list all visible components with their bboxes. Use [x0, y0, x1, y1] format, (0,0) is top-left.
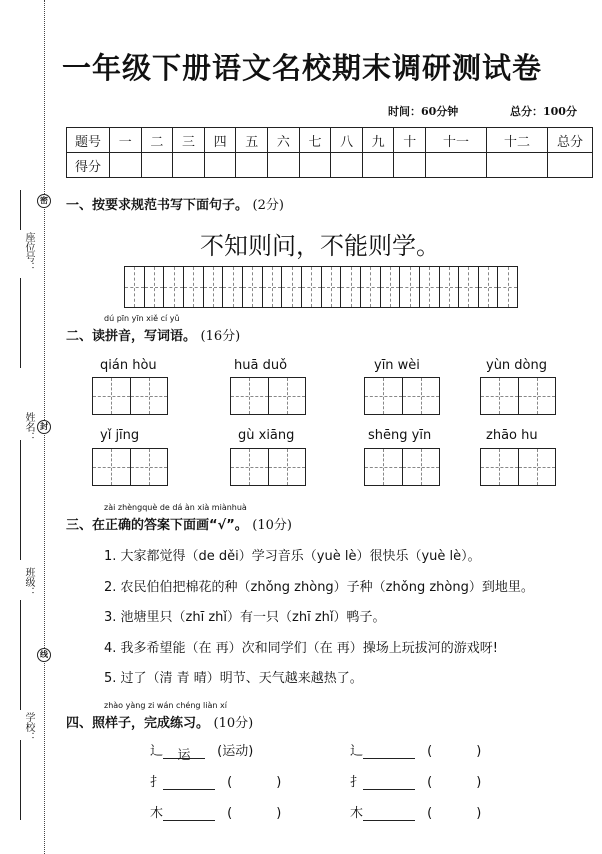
pinyin-label: qián hòu	[100, 358, 157, 373]
header-cell: 七	[299, 128, 331, 153]
section-2-ruby: dú pīn yīn xiě cí yǔ	[104, 314, 180, 323]
class-line	[20, 600, 21, 710]
seal-mark-2: 封	[37, 420, 51, 434]
grid-cell[interactable]	[93, 378, 131, 414]
writing-cell[interactable]	[145, 267, 165, 307]
seal-mark-1: 密	[37, 194, 51, 208]
pinyin-label: zhāo hu	[486, 428, 538, 443]
close-paren: )	[276, 806, 282, 821]
question-item: 1. 大家都觉得（de děi）学习音乐（yuè lè）很快乐（yuè lè）。	[104, 549, 481, 564]
radical: 木	[350, 806, 364, 821]
time-info: 时间：60分钟	[388, 105, 459, 118]
example-row	[150, 740, 254, 763]
exercise-row	[150, 771, 281, 790]
writing-cell[interactable]	[479, 267, 499, 307]
exercise-row	[350, 802, 481, 821]
answer-blank[interactable]	[363, 806, 415, 821]
writing-cell[interactable]	[204, 267, 224, 307]
close-paren: )	[276, 775, 282, 790]
seat-number-label: 座位号：	[23, 232, 34, 272]
radical: 扌	[150, 775, 164, 790]
example-answer: 运	[163, 744, 205, 759]
writing-cell[interactable]	[341, 267, 361, 307]
header-cell: 题号	[67, 128, 110, 153]
section-2-heading	[66, 325, 240, 344]
score-cell[interactable]	[110, 153, 142, 178]
header-cell: 二	[141, 128, 173, 153]
close-paren: )	[476, 775, 482, 790]
header-cell: 十二	[487, 128, 548, 153]
header-cell: 八	[331, 128, 363, 153]
question-item: 5. 过了（清 青 晴）明节、天气越来越热了。	[104, 671, 363, 686]
example-word: (运动)	[217, 744, 254, 759]
question-item: 3. 池塘里只（zhī zhǐ）有一只（zhī zhǐ）鸭子。	[104, 610, 386, 625]
writing-cell[interactable]	[400, 267, 420, 307]
score-cell[interactable]	[268, 153, 300, 178]
answer-grid[interactable]	[364, 448, 440, 486]
grid-cell[interactable]	[365, 449, 403, 485]
grid-cell[interactable]	[365, 378, 403, 414]
pinyin-label: yǐ jīng	[100, 428, 140, 443]
score-cell[interactable]	[204, 153, 236, 178]
score-cell[interactable]	[487, 153, 548, 178]
seat-number-line-2	[20, 278, 21, 368]
school-line	[20, 740, 21, 820]
radical: 辶	[150, 744, 164, 759]
writing-cell[interactable]	[302, 267, 322, 307]
grid-cell[interactable]	[269, 449, 306, 485]
writing-cell[interactable]	[420, 267, 440, 307]
total-score-info: 总分：100分	[510, 105, 577, 118]
answer-blank[interactable]	[363, 744, 415, 759]
class-label: 班级：	[23, 567, 34, 597]
header-cell: 总分	[548, 128, 593, 153]
grid-cell[interactable]	[519, 378, 556, 414]
answer-blank[interactable]	[363, 775, 415, 790]
radical: 辶	[350, 744, 364, 759]
answer-grid[interactable]	[230, 448, 306, 486]
answer-blank[interactable]	[163, 806, 215, 821]
section-3-heading	[66, 514, 292, 533]
grid-cell[interactable]	[403, 449, 440, 485]
score-cell[interactable]	[236, 153, 268, 178]
score-cell[interactable]	[299, 153, 331, 178]
seat-number-line	[20, 190, 21, 230]
grid-cell[interactable]	[131, 378, 168, 414]
header-cell: 六	[268, 128, 300, 153]
score-cell[interactable]	[548, 153, 593, 178]
section-4-title: 四、照样子，完成练习。	[66, 716, 210, 731]
question-item: 4. 我多希望能（在 再）次和同学们（在 再）操场上玩拔河的游戏呀!	[104, 641, 499, 656]
question-item: 2. 农民伯伯把棉花的种（zhǒng zhòng）子种（zhǒng zhòng）到地里。	[104, 580, 534, 595]
grid-cell[interactable]	[131, 449, 168, 485]
open-paren: (	[427, 806, 433, 821]
close-paren: )	[476, 744, 482, 759]
grid-cell[interactable]	[519, 449, 556, 485]
section-2-title: 二、读拼音，写词语。	[66, 329, 197, 344]
open-paren: (	[227, 806, 233, 821]
pinyin-label: yīn wèi	[374, 358, 420, 373]
score-cell[interactable]	[173, 153, 205, 178]
section-3-ruby: zài zhèngquè de dá àn xià miànhuà	[104, 503, 247, 512]
section-3-points: (10分)	[252, 518, 292, 533]
writing-cell[interactable]	[322, 267, 342, 307]
page-title: 一年级下册语文名校期末调研测试卷	[62, 51, 543, 85]
score-cell[interactable]	[394, 153, 426, 178]
grid-cell[interactable]	[481, 449, 519, 485]
grid-cell[interactable]	[93, 449, 131, 485]
seal-mark-3: 线	[37, 648, 51, 662]
score-cell[interactable]	[331, 153, 363, 178]
writing-cell[interactable]	[381, 267, 401, 307]
school-label: 学校：	[23, 712, 34, 742]
pinyin-label: gù xiāng	[238, 428, 295, 443]
score-cell[interactable]	[141, 153, 173, 178]
header-cell: 五	[236, 128, 268, 153]
score-table-score-row	[67, 153, 593, 178]
header-cell: 十一	[426, 128, 487, 153]
header-cell: 九	[362, 128, 394, 153]
writing-cell[interactable]	[125, 267, 145, 307]
open-paren: (	[227, 775, 233, 790]
pinyin-label: yùn dòng	[486, 358, 548, 373]
score-table-header-row	[67, 128, 593, 153]
radical: 木	[150, 806, 164, 821]
answer-grid[interactable]	[230, 377, 306, 415]
writing-cell[interactable]	[243, 267, 263, 307]
writing-cell[interactable]	[361, 267, 381, 307]
score-table	[66, 127, 593, 178]
section-3-title: 三、在正确的答案下面画“√”。	[66, 518, 248, 533]
writing-cell[interactable]	[440, 267, 460, 307]
grid-cell[interactable]	[481, 378, 519, 414]
writing-cell[interactable]	[498, 267, 517, 307]
writing-cell[interactable]	[459, 267, 479, 307]
section-4-points: (10分)	[213, 716, 254, 731]
score-cell[interactable]	[362, 153, 394, 178]
pinyin-label: shēng yīn	[368, 428, 432, 443]
answer-grid[interactable]	[480, 377, 556, 415]
radical: 扌	[350, 775, 364, 790]
header-cell: 四	[204, 128, 236, 153]
section-2-points: (16分)	[200, 329, 241, 344]
section-1-title: 一、按要求规范书写下面句子。	[66, 198, 249, 213]
header-cell: 一	[110, 128, 142, 153]
answer-grid[interactable]	[92, 448, 168, 486]
writing-cell[interactable]	[184, 267, 204, 307]
grid-cell[interactable]	[231, 449, 269, 485]
answer-blank[interactable]	[163, 775, 215, 790]
header-cell: 三	[173, 128, 205, 153]
exercise-row	[350, 771, 481, 790]
copy-sentence: 不知则问，不能则学。	[200, 232, 440, 260]
section-1-heading	[66, 194, 284, 213]
header-cell: 十	[394, 128, 426, 153]
writing-cell[interactable]	[263, 267, 283, 307]
answer-grid[interactable]	[480, 448, 556, 486]
grid-cell[interactable]	[231, 378, 269, 414]
section-1-points: (2分)	[252, 198, 284, 213]
close-paren: )	[476, 806, 482, 821]
section-4-ruby: zhào yàng zi wán chéng liàn xí	[104, 701, 227, 710]
exercise-row	[350, 740, 481, 759]
open-paren: (	[427, 775, 433, 790]
score-cell[interactable]	[426, 153, 487, 178]
section-4-heading	[66, 712, 253, 731]
writing-cell[interactable]	[164, 267, 184, 307]
grid-cell[interactable]	[403, 378, 440, 414]
exercise-row	[150, 802, 281, 821]
name-line	[20, 440, 21, 560]
score-row-label: 得分	[67, 153, 110, 178]
grid-cell[interactable]	[269, 378, 306, 414]
writing-cell[interactable]	[223, 267, 243, 307]
writing-grid[interactable]	[124, 266, 518, 308]
answer-grid[interactable]	[92, 377, 168, 415]
answer-grid[interactable]	[364, 377, 440, 415]
writing-cell[interactable]	[282, 267, 302, 307]
name-label: 姓名：	[23, 412, 34, 442]
pinyin-label: huā duǒ	[234, 358, 288, 373]
open-paren: (	[427, 744, 433, 759]
